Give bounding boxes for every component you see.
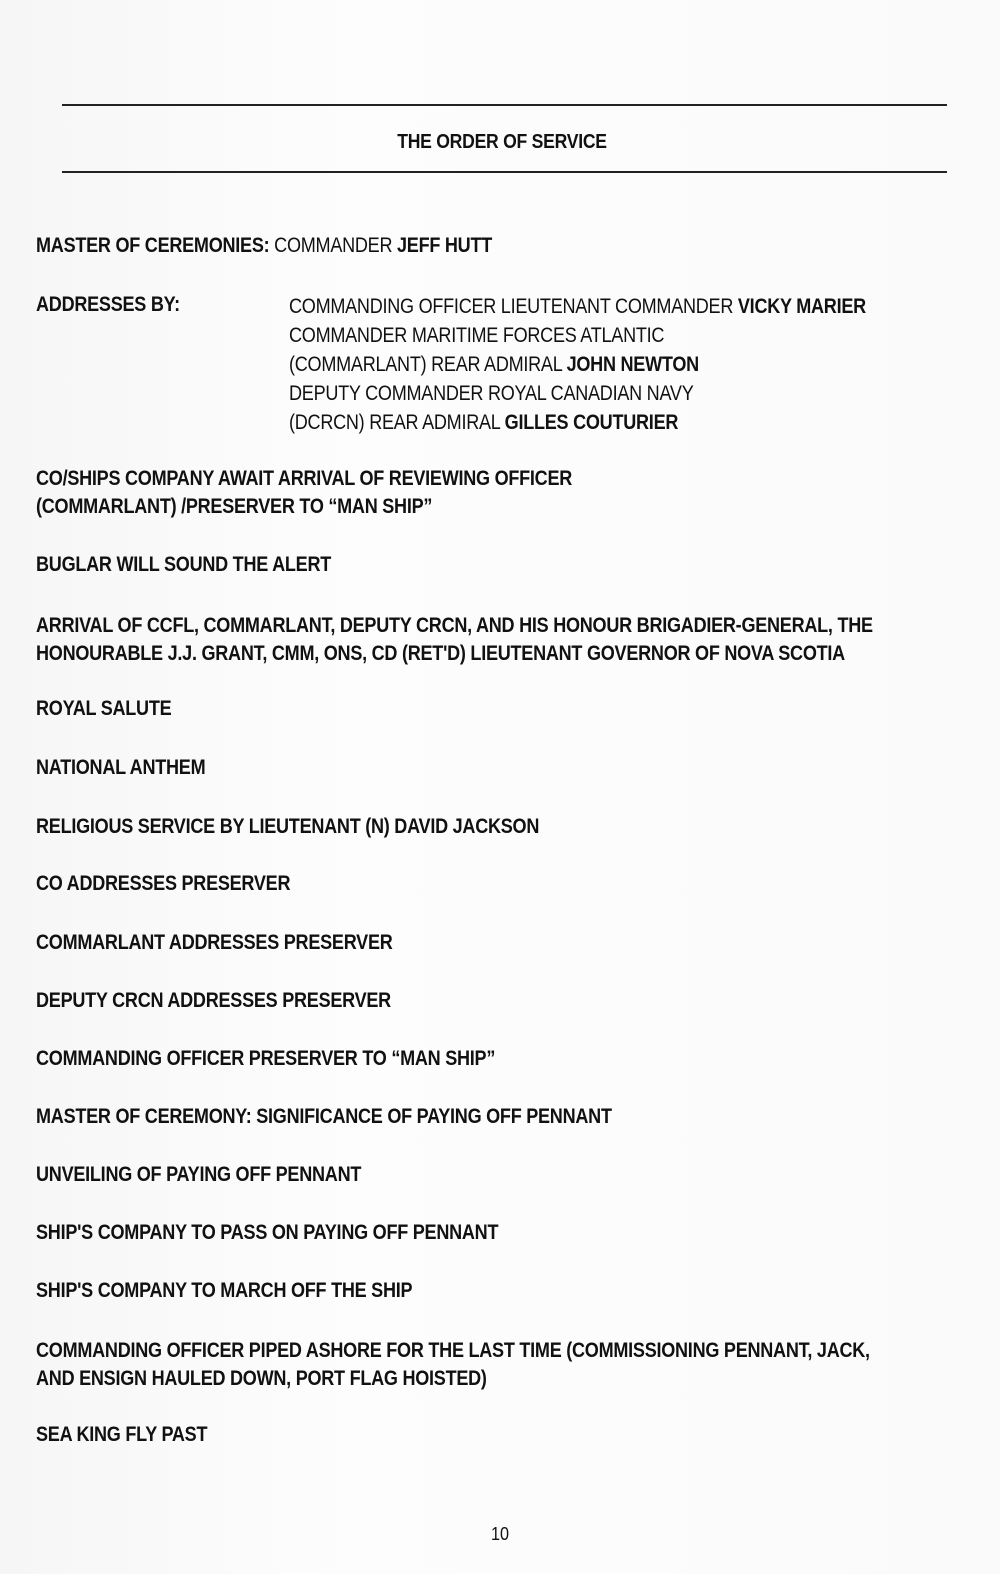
address-line: (COMMARLANT) REAR ADMIRAL JOHN NEWTON bbox=[289, 353, 699, 376]
page-number: 10 bbox=[490, 1524, 510, 1544]
order-item: UNVEILING OF PAYING OFF PENNANT bbox=[36, 1163, 362, 1186]
order-item: CO ADDRESSES PRESERVER bbox=[36, 872, 291, 895]
order-item: MASTER OF CEREMONY: SIGNIFICANCE OF PAYING OFF PENNANT bbox=[36, 1105, 612, 1128]
address-line: COMMANDING OFFICER LIEUTENANT COMMANDER VICKY MARIER bbox=[289, 295, 866, 318]
order-item: RELIGIOUS SERVICE BY LIEUTENANT (N) DAVID JACKSON bbox=[36, 815, 540, 838]
order-item: SHIP'S COMPANY TO PASS ON PAYING OFF PENNANT bbox=[36, 1221, 499, 1244]
addresses-list bbox=[289, 292, 866, 437]
order-item: ARRIVAL OF CCFL, COMMARLANT, DEPUTY CRCN, AND HIS HONOUR BRIGADIER-GENERAL, THE HONOURABLE J.J. GRANT, CMM, ONS, CD (RET'D) LIEUTENANT GOVERNOR OF NOVA SCOTIA bbox=[36, 614, 873, 665]
order-item: SEA KING FLY PAST bbox=[36, 1423, 208, 1446]
order-item: NATIONAL ANTHEM bbox=[36, 756, 206, 779]
order-item: DEPUTY CRCN ADDRESSES PRESERVER bbox=[36, 989, 391, 1012]
order-item: CO/SHIPS COMPANY AWAIT ARRIVAL OF REVIEWING OFFICER (COMMARLANT) /PRESERVER TO “MAN SHIP” bbox=[36, 467, 573, 518]
address-line: DEPUTY COMMANDER ROYAL CANADIAN NAVY bbox=[289, 382, 694, 405]
addresses-label: ADDRESSES BY: bbox=[36, 293, 180, 316]
order-item: BUGLAR WILL SOUND THE ALERT bbox=[36, 553, 332, 576]
master-of-ceremonies bbox=[36, 232, 492, 260]
page-title: THE ORDER OF SERVICE bbox=[397, 131, 607, 153]
order-item: SHIP'S COMPANY TO MARCH OFF THE SHIP bbox=[36, 1279, 413, 1302]
mc-name: JEFF HUTT bbox=[397, 234, 493, 257]
order-item: COMMANDING OFFICER PIPED ASHORE FOR THE LAST TIME (COMMISSIONING PENNANT, JACK, AND ENSIGN HAULED DOWN, PORT FLAG HOISTED) bbox=[36, 1339, 870, 1390]
top-rule bbox=[62, 104, 947, 106]
mc-rank: COMMANDER bbox=[274, 234, 393, 257]
address-line: (DCRCN) REAR ADMIRAL GILLES COUTURIER bbox=[289, 411, 679, 434]
order-item: COMMARLANT ADDRESSES PRESERVER bbox=[36, 931, 393, 954]
order-item: COMMANDING OFFICER PRESERVER TO “MAN SHIP” bbox=[36, 1047, 496, 1070]
address-line: COMMANDER MARITIME FORCES ATLANTIC bbox=[289, 324, 665, 347]
mc-label: MASTER OF CEREMONIES: bbox=[36, 234, 270, 257]
order-item: ROYAL SALUTE bbox=[36, 697, 172, 720]
bottom-rule bbox=[62, 171, 947, 173]
